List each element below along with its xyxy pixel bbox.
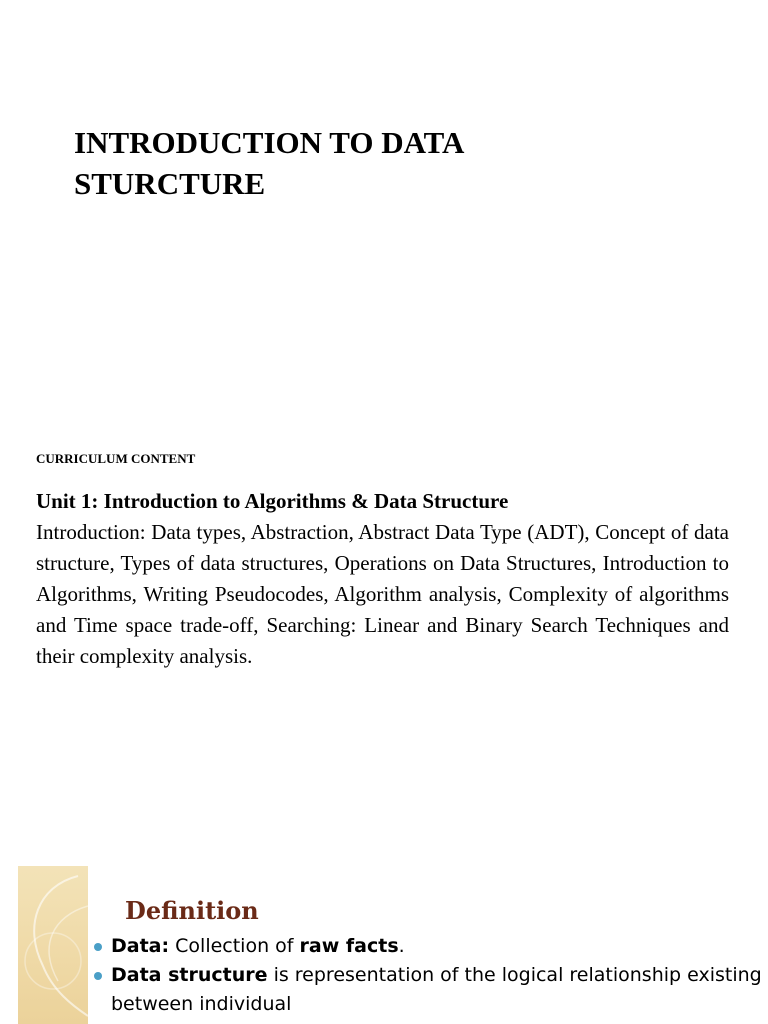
- bullet-emphasis: raw facts: [299, 935, 399, 957]
- slide-swirl-decoration: [18, 866, 88, 1024]
- slide-bullet-list: [94, 932, 768, 1019]
- bullet-text: Collection of: [169, 935, 300, 957]
- bullet-item-data: [94, 932, 768, 961]
- bullet-item-data-structure: [94, 961, 768, 1019]
- document-title: [74, 122, 694, 204]
- unit-body: Introduction: Data types, Abstraction, Abstract Data Type (ADT), Concept of data structure, Types of data structures, Operations on Data Structures, Introduction to Algorithms, Writing Pseudocodes, Algorithm analysis, Complexity of algorithms and Time space trade-off, Searching: Linear and Binary Search Techniques and their complexity analysis.: [36, 520, 729, 668]
- definition-slide: [18, 866, 768, 1024]
- slide-decorative-band: [18, 866, 88, 1024]
- title-line-2: STURCTURE: [74, 166, 266, 201]
- curriculum-content-label: CURRICULUM CONTENT: [36, 451, 196, 466]
- bullet-dot-icon: [94, 972, 102, 980]
- slide-title: Definition: [125, 896, 259, 925]
- bullet-text: is representation of the logical relationship existing between individual: [111, 964, 762, 1015]
- title-line-1: INTRODUCTION TO DATA: [74, 125, 465, 160]
- bullet-term: Data:: [111, 935, 170, 957]
- unit-heading: Unit 1: Introduction to Algorithms & Data Structure: [36, 489, 509, 513]
- bullet-dot-icon: [94, 943, 102, 951]
- bullet-text-end: .: [398, 935, 405, 957]
- bullet-term: Data structure: [111, 964, 268, 986]
- unit-section: [36, 486, 729, 672]
